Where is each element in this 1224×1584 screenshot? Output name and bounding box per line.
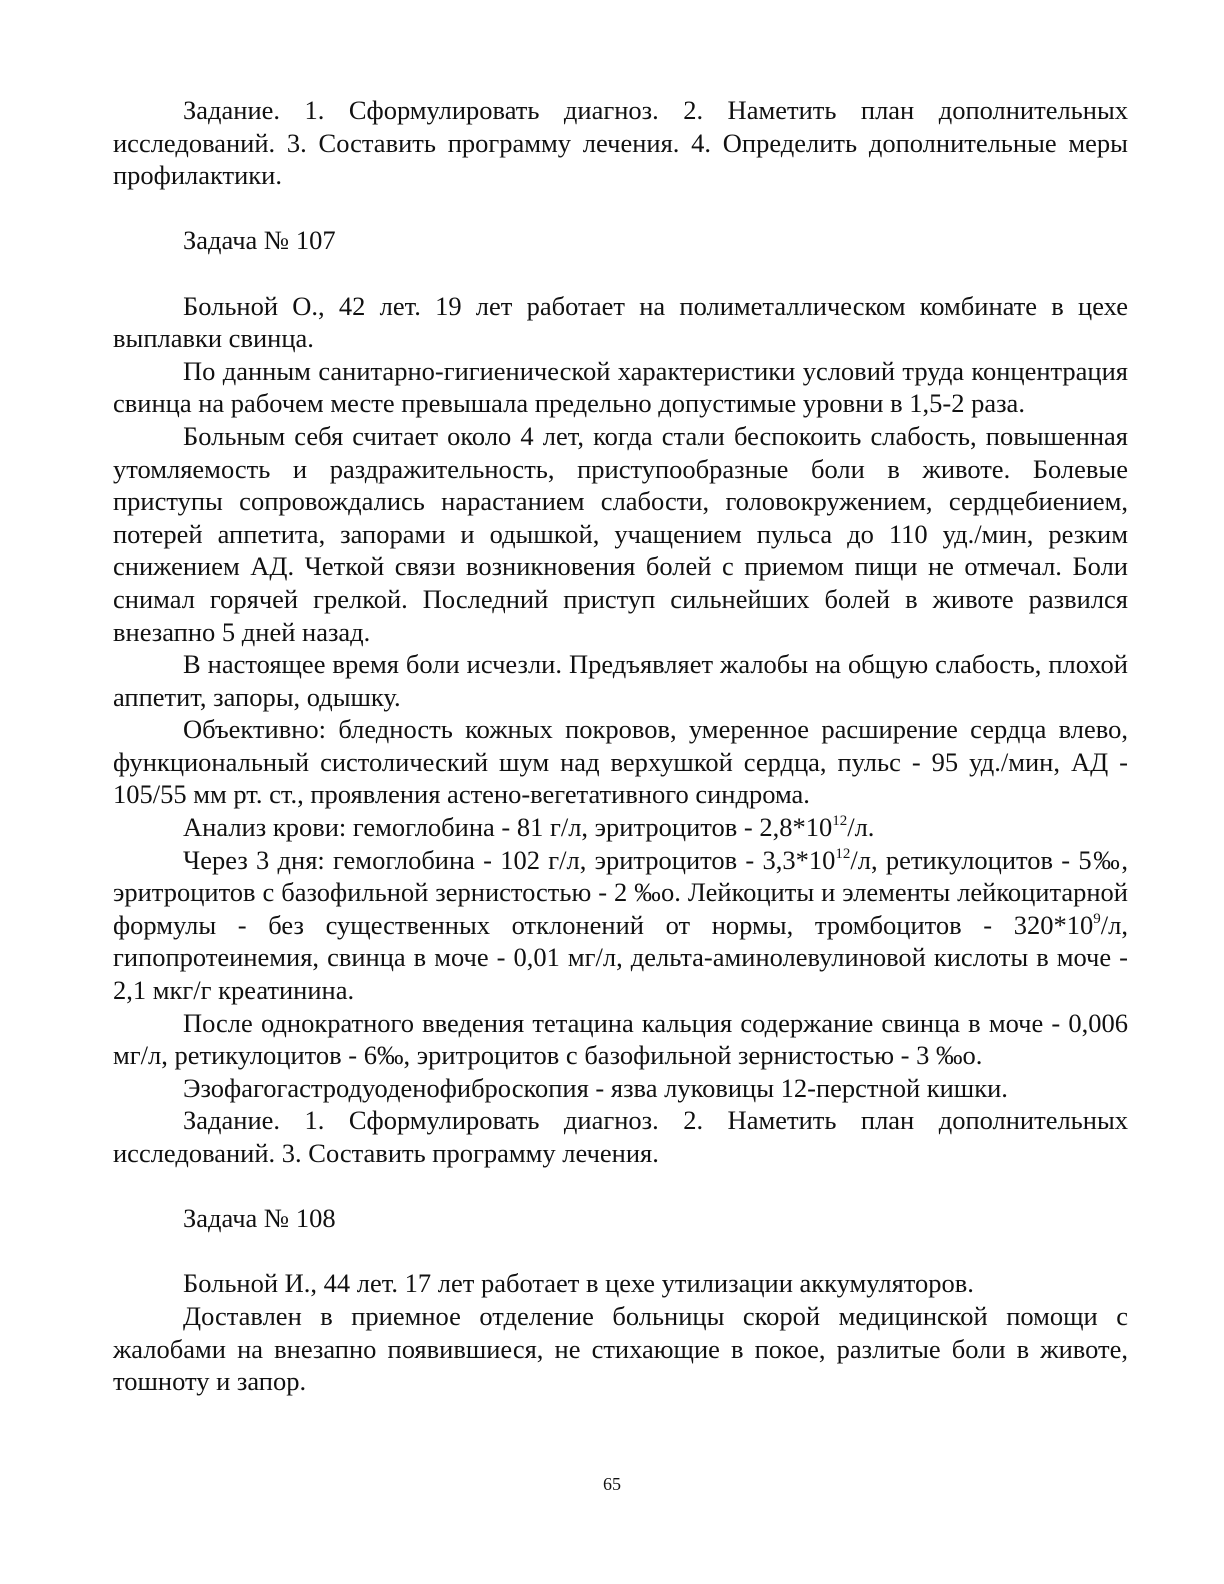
task-107-patient-info: Больной О., 42 лет. 19 лет работает на полиметаллическом комбинате в цехе выплавки свинца.: [113, 290, 1128, 354]
task-107-after-tetacin: После однократного введения тетацина кальция содержание свинца в моче - 0,006 мг/л, ретикулоцитов - 6‰, эритроцитов с базофильной зернистостью - 3 ‰о.: [113, 1007, 1128, 1071]
task-107-complaints: В настоящее время боли исчезли. Предъявляет жалобы на общую слабость, плохой аппетит, запоры, одышку.: [113, 649, 1128, 712]
task-108-admission: Доставлен в приемное отделение больницы скорой медицинской помощи с жалобами на внезапно появившиеся, не стихающие в покое, разлитые боли в животе, тошноту и запор.: [113, 1300, 1128, 1397]
document-page: [113, 94, 1128, 1398]
spacer: [113, 257, 1128, 290]
task-107-assignment: Задание. 1. Сформулировать диагноз. 2. Наметить план дополнительных исследований. 3. Составить программу лечения.: [113, 1105, 1128, 1168]
task-107-objective: Объективно: бледность кожных покровов, умеренное расширение сердца влево, функциональный систолический шум над верхушкой сердца, пульс - 95 уд./мин, АД - 105/55 мм рт. ст., проявления астено-вегетативного синдрома.: [113, 714, 1128, 810]
task-107-blood-test-2: Через 3 дня: гемоглобина - 102 г/л, эритроцитов - $3,3*10^{12}/л$, ретикулоцитов - 5‰, эритроцитов с базофильной зернистостью - 2 ‰о. Лейкоциты и элементы лейкоцитарной формулы - без существенных отклонений от нормы, тромбоцитов - $320*10^9/л$, гипопротеинемия, свинца в моче - 0,01 мг/л, дельта-аминолевулиновой кислоты в моче - 2,1 мкг/г креатинина.: [113, 844, 1128, 1006]
prev-task-assignment: Задание. 1. Сформулировать диагноз. 2. Наметить план дополнительных исследований. 3. Составить программу лечения. 4. Определить дополнительные меры профилактики.: [113, 95, 1128, 191]
spacer: [113, 1170, 1128, 1203]
task-107-work-conditions: По данным санитарно-гигиенической характеристики условий труда концентрация свинца на рабочем месте превышала предельно допустимые уровни в 1,5-2 раза.: [113, 355, 1128, 419]
task-107-anamnesis: Больным себя считает около 4 лет, когда стали беспокоить слабость, повышенная утомляемость и раздражительность, приступообразные боли в животе. Болевые приступы сопровождались нарастанием слабости, головокружением, сердцебиением, потерей аппетита, запорами и одышкой, учащением пульса до 110 уд./мин, резким снижением АД. Четкой связи возникновения болей с приемом пищи не отмечал. Боли снимал горячей грелкой. Последний приступ сильнейших болей в животе развился внезапно 5 дней назад.: [113, 420, 1128, 647]
spacer: [113, 1235, 1128, 1268]
page-number: 65: [603, 1474, 621, 1494]
task-107-blood-test-1: Анализ крови: гемоглобина - 81 г/л, эритроцитов - $2,8*10^{12}/л$.: [183, 812, 875, 843]
task-107-title: Задача № 107: [183, 225, 336, 256]
task-107-egd: Эзофагогастродуоденофиброскопия - язва луковицы 12-перстной кишки.: [183, 1072, 1008, 1103]
spacer: [113, 192, 1128, 225]
task-108-title: Задача № 108: [183, 1203, 336, 1234]
task-108-patient-info: Больной И., 44 лет. 17 лет работает в цехе утилизации аккумуляторов.: [183, 1268, 974, 1299]
